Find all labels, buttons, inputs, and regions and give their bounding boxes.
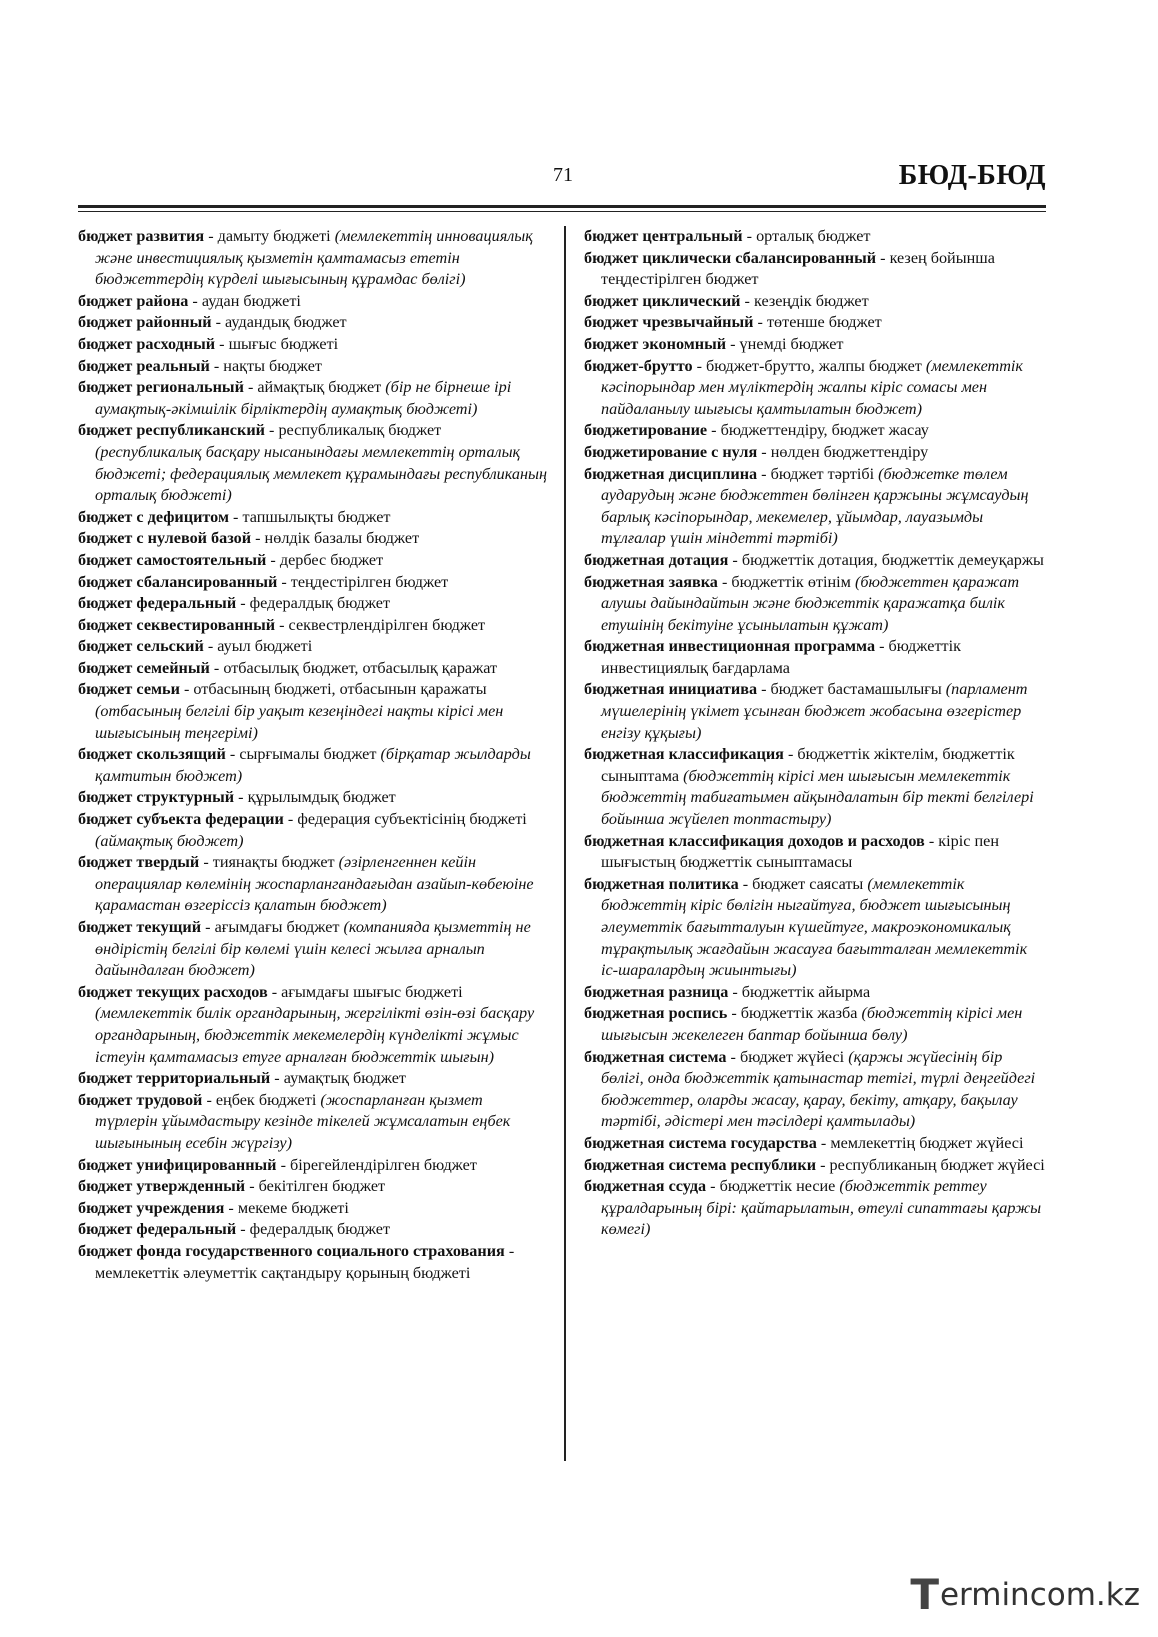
dictionary-entry (78, 1241, 548, 1284)
entry-definition: - бірегейлендірілген бюджет (276, 1155, 477, 1174)
dictionary-entry (78, 852, 548, 917)
column-divider (564, 226, 566, 1461)
entry-term: бюджет района (78, 291, 189, 310)
dictionary-entry (584, 312, 1046, 334)
entry-note: (қаржы жүйесінің бір бөлігі, онда бюджеттік қатынастар тетігі, түрлі деңгейдегі бюджеттер, оларды жасау, қарау, бекіту, атқару, бақылау тәртібі, әдістері мен тәсілдері қамтылады) (601, 1047, 1036, 1131)
entry-term: бюджет-брутто (584, 356, 693, 375)
dictionary-entry (78, 572, 548, 594)
entry-definition: - құрылымдық бюджет (234, 788, 396, 807)
dictionary-entry (584, 679, 1046, 744)
dictionary-entry (78, 809, 548, 852)
dictionary-entry (78, 334, 548, 356)
entry-term: бюджетная ссуда (584, 1177, 707, 1196)
entry-term: бюджет скользящий (78, 745, 226, 764)
entry-definition: - шығыс бюджеті (215, 334, 339, 353)
entry-term: бюджет циклически сбалансированный (584, 248, 877, 267)
entry-term: бюджет центральный (584, 227, 743, 245)
entry-term: бюджет учреждения (78, 1198, 225, 1217)
logo-text: ermincom.kz (939, 1576, 1140, 1613)
entry-definition: - федералдық бюджет (236, 594, 391, 613)
entry-note: (аймақтық бюджет) (95, 831, 244, 850)
entry-term: бюджет секвестированный (78, 615, 276, 634)
entry-term: бюджетная инвестиционная программа (584, 637, 876, 656)
entry-note: (бір не бірнеше ірі аумақтық-әкімшілік бірліктердің аумақтық бюджеті) (95, 378, 512, 418)
entry-term: бюджет текущий (78, 918, 202, 936)
entry-definition: - бюджет тәртібі (757, 464, 879, 483)
entry-definition: - төтенше бюджет (753, 313, 882, 332)
entry-note: (бюджеттің кірісі мен шығысын жекелеген баптар бойынша бөлу) (601, 1004, 1023, 1044)
entry-term: бюджет субъекта федерации (78, 810, 284, 829)
dictionary-entry (584, 464, 1046, 550)
entry-definition: - аймақтық бюджет (243, 378, 386, 397)
dictionary-entry (78, 787, 548, 809)
dictionary-entry (78, 312, 548, 334)
entry-term: бюджетная дисциплина (584, 464, 758, 483)
entry-definition: - республиканың бюджет жүйесі (816, 1155, 1045, 1174)
dictionary-entry (584, 874, 1046, 982)
entry-definition: - отбасының бюджеті, отбасынын қаражаты (179, 680, 487, 699)
entry-term: бюджетная инициатива (584, 680, 758, 699)
entry-term: бюджетная система государства (584, 1133, 817, 1152)
right-column (584, 226, 1046, 1241)
section-title: БЮД-БЮД (898, 160, 1046, 191)
entry-term: бюджетирование с нуля (584, 442, 758, 461)
dictionary-entry (78, 550, 548, 572)
entry-note: (бірқатар жылдарды қамтитын бюджет) (95, 745, 531, 785)
entry-definition: - ағымдағы шығыс бюджеті (267, 982, 463, 1001)
dictionary-entry (584, 744, 1046, 830)
entry-term: бюджет утвержденный (78, 1177, 246, 1196)
entry-definition: - бюджет жүйесі (726, 1047, 849, 1066)
dictionary-entry (584, 572, 1046, 637)
entry-definition: - үнемді бюджет (726, 334, 844, 353)
entry-term: бюджет экономный (584, 334, 727, 353)
dictionary-entry (78, 528, 548, 550)
entry-term: бюджетная политика (584, 874, 739, 893)
entry-definition: - кезең бойынша теңдестірілген бюджет (601, 248, 995, 289)
dictionary-entry (584, 550, 1046, 572)
entry-definition: - бюджеттік инвестициялық бағдарлама (601, 637, 961, 677)
dictionary-entry (78, 507, 548, 529)
entry-definition: - бекітілген бюджет (245, 1177, 386, 1196)
dictionary-entry (584, 831, 1046, 874)
page-number: 71 (553, 164, 573, 186)
entry-note: (компанияда қызметтің не өндірістің белгілі бір көлемі үшін келесі жылға арналып дайындалған бюджет) (95, 918, 531, 980)
entry-definition: - бюджеттік несие (706, 1177, 840, 1196)
entry-note: (бюджеттің кірісі мен шығысын мемлекеттік бюджеттің табиғатымен айқындалатын бір текті белгілері бойынша жүйелеп топтастыру) (601, 766, 1034, 829)
header-rule-thin (78, 211, 1046, 212)
entry-definition: - республикалық бюджет (264, 421, 442, 440)
entry-term: бюджет самостоятельный (78, 550, 267, 569)
entry-definition: - дамыту бюджеті (204, 227, 335, 245)
entry-definition: - нөлдік базалы бюджет (251, 529, 420, 548)
entry-term: бюджетная классификация (584, 745, 784, 764)
dictionary-entry (584, 356, 1046, 421)
entry-definition: - бюджеттік жіктелім, бюджеттік сыныптама (601, 745, 1015, 785)
entry-term: бюджет с дефицитом (78, 507, 229, 526)
entry-note: (мемлекеттің инновациялық және инвестициялық қызметін қамтамасыз ететін бюджеттердің күрделі шығысының құрамдас бөлігі) (95, 227, 533, 289)
dictionary-entry (584, 1003, 1046, 1046)
entry-term: бюджет циклический (584, 291, 741, 310)
dictionary-entry (584, 1176, 1046, 1241)
dictionary-entry (584, 1155, 1046, 1177)
entry-term: бюджет районный (78, 313, 212, 332)
entry-term: бюджет фонда государственного социального страхования (78, 1241, 505, 1260)
dictionary-entry (78, 1198, 548, 1220)
entry-note: (мемлекеттік билік органдарының, жергілікті өзін-өзі басқару органдарының, бюджеттік мекемелердің күнделікті жұмыс істеуін қамтамасыз етуге арналған бюджеттік шығын) (95, 1004, 535, 1066)
entry-definition: - мемлекеттік әлеуметтік сақтандыру қорының бюджеті (95, 1241, 515, 1282)
dictionary-entry (78, 1176, 548, 1198)
termincom-logo (910, 1570, 1140, 1619)
entry-definition: - бюджеттендіру, бюджет жасау (707, 421, 929, 440)
entry-definition: - аудан бюджеті (188, 291, 301, 310)
entry-definition: - мемлекеттің бюджет жүйесі (816, 1133, 1024, 1152)
entry-note: (отбасының белгілі бір уақыт кезеңіндегі нақты кірісі мен шығысының теңгерімі) (95, 702, 504, 742)
dictionary-entry (78, 658, 548, 680)
entry-term: бюджет твердый (78, 853, 200, 872)
entry-term: бюджетная заявка (584, 572, 718, 591)
entry-definition: - сырғымалы бюджет (225, 745, 381, 764)
entry-term: бюджет развития (78, 227, 205, 245)
entry-definition: - нөлден бюджеттендіру (757, 442, 929, 461)
header-rule-thick (78, 205, 1046, 208)
entry-term: бюджетирование (584, 421, 708, 440)
dictionary-entry (584, 982, 1046, 1004)
dictionary-entry (584, 248, 1046, 291)
entry-term: бюджетная система республики (584, 1155, 817, 1174)
entry-definition: - федералдық бюджет (236, 1220, 391, 1239)
entry-term: бюджет реальный (78, 356, 210, 375)
entry-definition: - бюджеттік өтінім (717, 572, 855, 591)
logo-letter: T (910, 1570, 939, 1619)
dictionary-entry (584, 291, 1046, 313)
entry-note: (мемлекеттік кәсіпорындар мен мүліктердің жалпы кіріс сомасы мен пайдаланылу шығысы қамтылатын бюджет) (601, 356, 1023, 418)
dictionary-entry (78, 1219, 548, 1241)
dictionary-entry (584, 1047, 1046, 1133)
entry-term: бюджет республиканский (78, 421, 265, 440)
entry-definition: - аудандық бюджет (211, 313, 347, 332)
entry-note: (бюджеттен қаражат алушы дайындайтын және бюджеттік қаражатқа билік етушінің бекітуіне ұсынылатын құжат) (601, 572, 1020, 634)
entry-term: бюджет чрезвычайный (584, 313, 754, 332)
entry-term: бюджет семьи (78, 680, 180, 699)
entry-note: (бюджеттік реттеу құралдарының бірі: қайтарылатын, өтеулі сипаттағы қаржы көмегі) (601, 1177, 1042, 1239)
dictionary-entry (584, 226, 1046, 248)
entry-term: бюджетная роспись (584, 1004, 728, 1023)
entry-term: бюджетная разница (584, 982, 729, 1001)
entry-note: (бюджетке төлем аударудың және бюджеттен бөлінген қаржыны жұмсаудың барлық кәсіпорындар, мекемелер, ұйымдар, лауазымды тұлғалар үшін міндетті тәртібі) (601, 464, 1029, 548)
entry-definition: - мекеме бюджеті (224, 1198, 349, 1217)
dictionary-entry (78, 291, 548, 313)
entry-term: бюджетная классификация доходов и расходов (584, 831, 925, 850)
dictionary-entry (584, 636, 1046, 679)
entry-term: бюджетная дотация (584, 550, 729, 569)
entry-term: бюджет унифицированный (78, 1155, 277, 1174)
entry-definition: - бюджеттік жазба (727, 1004, 862, 1023)
entry-note: (әзірленгеннен кейін операциялар көлемінің жоспарлангандағыдан азайып-көбеюіне қарамастан өзгеріссіз қалатын бюджет) (95, 853, 534, 915)
entry-definition: - федерация субъектісінің бюджеті (283, 810, 527, 829)
entry-definition: - еңбек бюджеті (202, 1090, 321, 1109)
entry-definition: - бюджеттік дотация, бюджеттік демеуқаржы (728, 550, 1044, 569)
dictionary-entry (78, 1155, 548, 1177)
entry-note: (жоспарланған қызмет түрлерін ұйымдастыру кезінде тікелей жұмсалатын еңбек шығынының есебін жүргізу) (95, 1090, 511, 1152)
entry-definition: - бюджеттік айырма (728, 982, 871, 1001)
entry-definition: - секвестрлендірілген бюджет (275, 615, 486, 634)
entry-term: бюджет федеральный (78, 594, 237, 613)
entry-definition: - аумақтық бюджет (270, 1069, 406, 1088)
entry-term: бюджет региональный (78, 378, 244, 397)
entry-definition: - орталық бюджет (742, 227, 871, 245)
dictionary-entry (78, 356, 548, 378)
dictionary-entry (78, 982, 548, 1068)
entry-definition: - нақты бюджет (209, 356, 322, 375)
dictionary-entry (78, 1068, 548, 1090)
dictionary-entry (78, 1090, 548, 1155)
entry-term: бюджет семейный (78, 658, 210, 677)
entry-definition: - бюджет саясаты (738, 874, 868, 893)
left-column (78, 226, 548, 1284)
entry-note: (парламент мүшелерінің үкімет ұсынған бюджет жобасына өзгерістер енгізу құқығы) (601, 680, 1028, 742)
dictionary-entry (78, 917, 548, 982)
entry-definition: - дербес бюджет (266, 550, 384, 569)
entry-term: бюджет с нулевой базой (78, 529, 252, 548)
entry-definition: - тапшылықты бюджет (228, 507, 391, 526)
entry-definition: - бюджет-брутто, жалпы бюджет (692, 356, 926, 375)
dictionary-entry (78, 636, 548, 658)
entry-definition: - отбасылық бюджет, отбасылық қаражат (209, 658, 498, 677)
entry-definition: - ағымдағы бюджет (201, 918, 344, 936)
dictionary-entry (78, 377, 548, 420)
dictionary-entry (584, 420, 1046, 442)
entry-definition: - тиянақты бюджет (199, 853, 339, 872)
entry-note: (республикалық басқару нысанындағы мемлекеттің орталық бюджеті; федерациялық мемлекет құрамындағы республиканың орталық бюджеті) (95, 442, 548, 505)
entry-term: бюджет сбалансированный (78, 572, 278, 591)
entry-definition: - кезеңдік бюджет (740, 291, 869, 310)
entry-definition: - кіріс пен шығыстың бюджеттік сыныптамасы (601, 831, 999, 872)
entry-term: бюджет федеральный (78, 1220, 237, 1239)
entry-term: бюджет сельский (78, 637, 204, 656)
dictionary-entry (78, 679, 548, 744)
entry-definition: - бюджет бастамашылығы (757, 680, 946, 699)
entry-definition: - ауыл бюджеті (203, 637, 313, 656)
entry-term: бюджет текущих расходов (78, 982, 268, 1001)
entry-term: бюджетная система (584, 1047, 727, 1066)
dictionary-entry (78, 744, 548, 787)
entry-note: (мемлекеттік бюджеттің кіріс бөлігін ныгайтуға, бюджет шығысының әлеуметтік бағытталуын күшейтуге, макроэкономикалық тұрақтылық жағдайын жасауға бағытталған мемлекеттік іс-шаралардың жиынтығы) (601, 874, 1028, 980)
dictionary-entry (584, 334, 1046, 356)
entry-term: бюджет структурный (78, 788, 235, 807)
entry-term: бюджет территориальный (78, 1069, 271, 1088)
entry-term: бюджет расходный (78, 334, 216, 353)
entry-term: бюджет трудовой (78, 1090, 203, 1109)
dictionary-entry (78, 226, 548, 291)
dictionary-entry (584, 442, 1046, 464)
dictionary-entry (78, 593, 548, 615)
dictionary-entry (78, 420, 548, 506)
dictionary-entry (584, 1133, 1046, 1155)
dictionary-entry (78, 615, 548, 637)
entry-definition: - теңдестірілген бюджет (277, 572, 449, 591)
